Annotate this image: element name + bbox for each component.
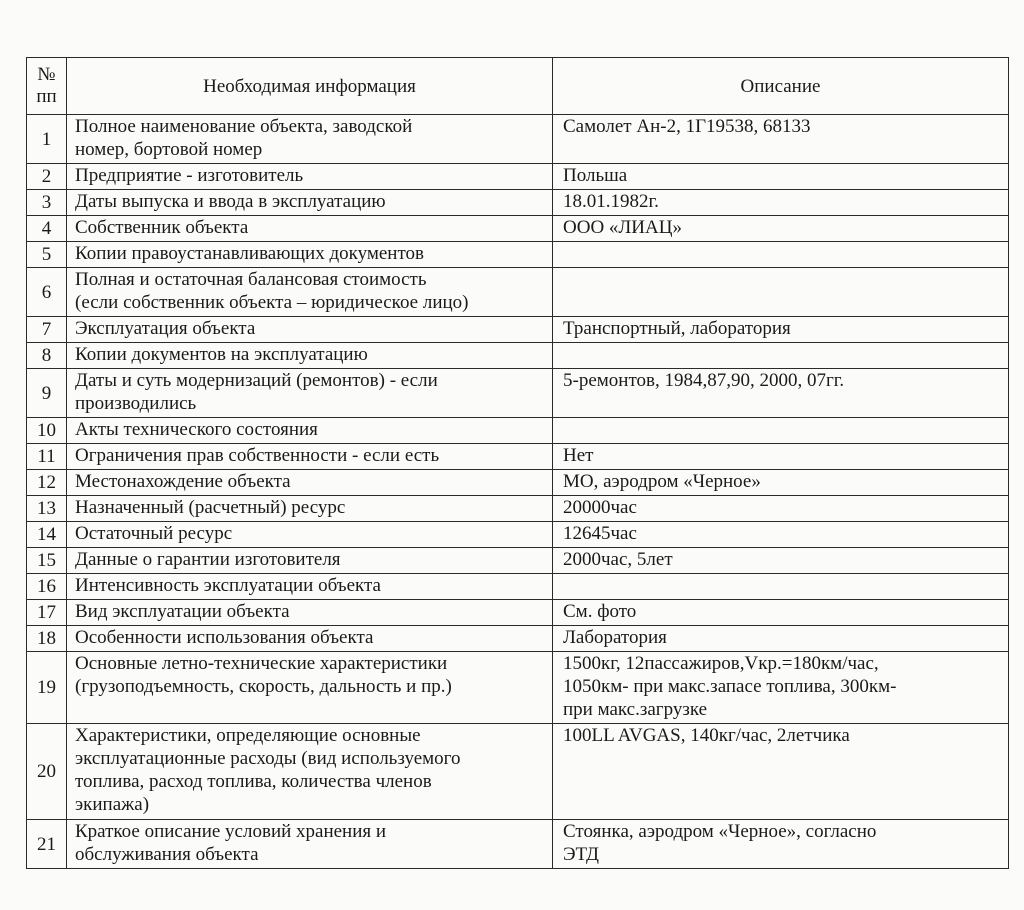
row-info: Особенности использования объекта <box>67 626 553 652</box>
row-number: 16 <box>27 574 67 600</box>
table-row <box>27 470 1009 496</box>
row-info: Местонахождение объекта <box>67 470 553 496</box>
table-row <box>27 820 1009 869</box>
row-info: Полное наименование объекта, заводской номер, бортовой номер <box>67 115 553 164</box>
table-row <box>27 444 1009 470</box>
row-info: Краткое описание условий хранения и обслуживания объекта <box>67 820 553 869</box>
table-row <box>27 626 1009 652</box>
row-number: 11 <box>27 444 67 470</box>
row-info: Основные летно-технические характеристики (грузоподъемность, скорость, дальность и пр.) <box>67 652 553 724</box>
row-info: Предприятие - изготовитель <box>67 164 553 190</box>
row-number: 6 <box>27 268 67 317</box>
row-number: 2 <box>27 164 67 190</box>
table-row <box>27 242 1009 268</box>
row-number: 18 <box>27 626 67 652</box>
table-row <box>27 574 1009 600</box>
row-info: Собственник объекта <box>67 216 553 242</box>
row-number: 14 <box>27 522 67 548</box>
row-description: Нет <box>553 444 1009 470</box>
table-row <box>27 522 1009 548</box>
row-info: Ограничения прав собственности - если есть <box>67 444 553 470</box>
row-number: 7 <box>27 317 67 343</box>
row-number: 8 <box>27 343 67 369</box>
row-description <box>553 418 1009 444</box>
row-info: Копии документов на эксплуатацию <box>67 343 553 369</box>
row-number: 5 <box>27 242 67 268</box>
row-number: 19 <box>27 652 67 724</box>
table-row <box>27 190 1009 216</box>
row-info: Даты выпуска и ввода в эксплуатацию <box>67 190 553 216</box>
row-info: Назначенный (расчетный) ресурс <box>67 496 553 522</box>
header-number: № пп <box>27 58 67 115</box>
table-row <box>27 317 1009 343</box>
header-info: Необходимая информация <box>67 58 553 115</box>
table-row <box>27 496 1009 522</box>
header-description: Описание <box>553 58 1009 115</box>
row-description: 100LL AVGAS, 140кг/час, 2летчика <box>553 724 1009 820</box>
row-description <box>553 242 1009 268</box>
table-row <box>27 115 1009 164</box>
row-info: Данные о гарантии изготовителя <box>67 548 553 574</box>
row-description <box>553 268 1009 317</box>
row-number: 10 <box>27 418 67 444</box>
row-info: Вид эксплуатации объекта <box>67 600 553 626</box>
document-sheet <box>26 57 1008 869</box>
row-number: 15 <box>27 548 67 574</box>
row-description: 12645час <box>553 522 1009 548</box>
table-row <box>27 369 1009 418</box>
row-info: Даты и суть модернизаций (ремонтов) - если производились <box>67 369 553 418</box>
row-number: 12 <box>27 470 67 496</box>
row-info: Полная и остаточная балансовая стоимость (если собственник объекта – юридическое лицо) <box>67 268 553 317</box>
table-header-row <box>27 58 1009 115</box>
table-row <box>27 652 1009 724</box>
row-number: 3 <box>27 190 67 216</box>
table-row <box>27 600 1009 626</box>
row-info: Характеристики, определяющие основные эксплуатационные расходы (вид используемого топлива, расход топлива, количества членов экипажа) <box>67 724 553 820</box>
row-description <box>553 343 1009 369</box>
row-number: 13 <box>27 496 67 522</box>
row-description: 18.01.1982г. <box>553 190 1009 216</box>
row-number: 1 <box>27 115 67 164</box>
row-number: 9 <box>27 369 67 418</box>
row-description: Стоянка, аэродром «Черное», согласно ЭТД <box>553 820 1009 869</box>
table-row <box>27 418 1009 444</box>
table-row <box>27 216 1009 242</box>
table-row <box>27 548 1009 574</box>
row-description: Лаборатория <box>553 626 1009 652</box>
row-description: МО, аэродром «Черное» <box>553 470 1009 496</box>
row-info: Копии правоустанавливающих документов <box>67 242 553 268</box>
row-info: Эксплуатация объекта <box>67 317 553 343</box>
row-description: 20000час <box>553 496 1009 522</box>
row-description: ООО «ЛИАЦ» <box>553 216 1009 242</box>
table-row <box>27 724 1009 820</box>
table-row <box>27 164 1009 190</box>
row-description: 1500кг, 12пассажиров,Vкр.=180км/час, 1050км- при макс.запасе топлива, 300км- при макс.загрузке <box>553 652 1009 724</box>
row-info: Акты технического состояния <box>67 418 553 444</box>
row-description: Самолет Ан-2, 1Г19538, 68133 <box>553 115 1009 164</box>
row-info: Остаточный ресурс <box>67 522 553 548</box>
row-description <box>553 574 1009 600</box>
row-description: См. фото <box>553 600 1009 626</box>
table-row <box>27 343 1009 369</box>
row-number: 4 <box>27 216 67 242</box>
table-row <box>27 268 1009 317</box>
row-description: 5-ремонтов, 1984,87,90, 2000, 07гг. <box>553 369 1009 418</box>
row-number: 17 <box>27 600 67 626</box>
info-table <box>26 57 1009 869</box>
row-description: Польша <box>553 164 1009 190</box>
row-description: Транспортный, лаборатория <box>553 317 1009 343</box>
row-number: 21 <box>27 820 67 869</box>
row-number: 20 <box>27 724 67 820</box>
row-description: 2000час, 5лет <box>553 548 1009 574</box>
row-info: Интенсивность эксплуатации объекта <box>67 574 553 600</box>
